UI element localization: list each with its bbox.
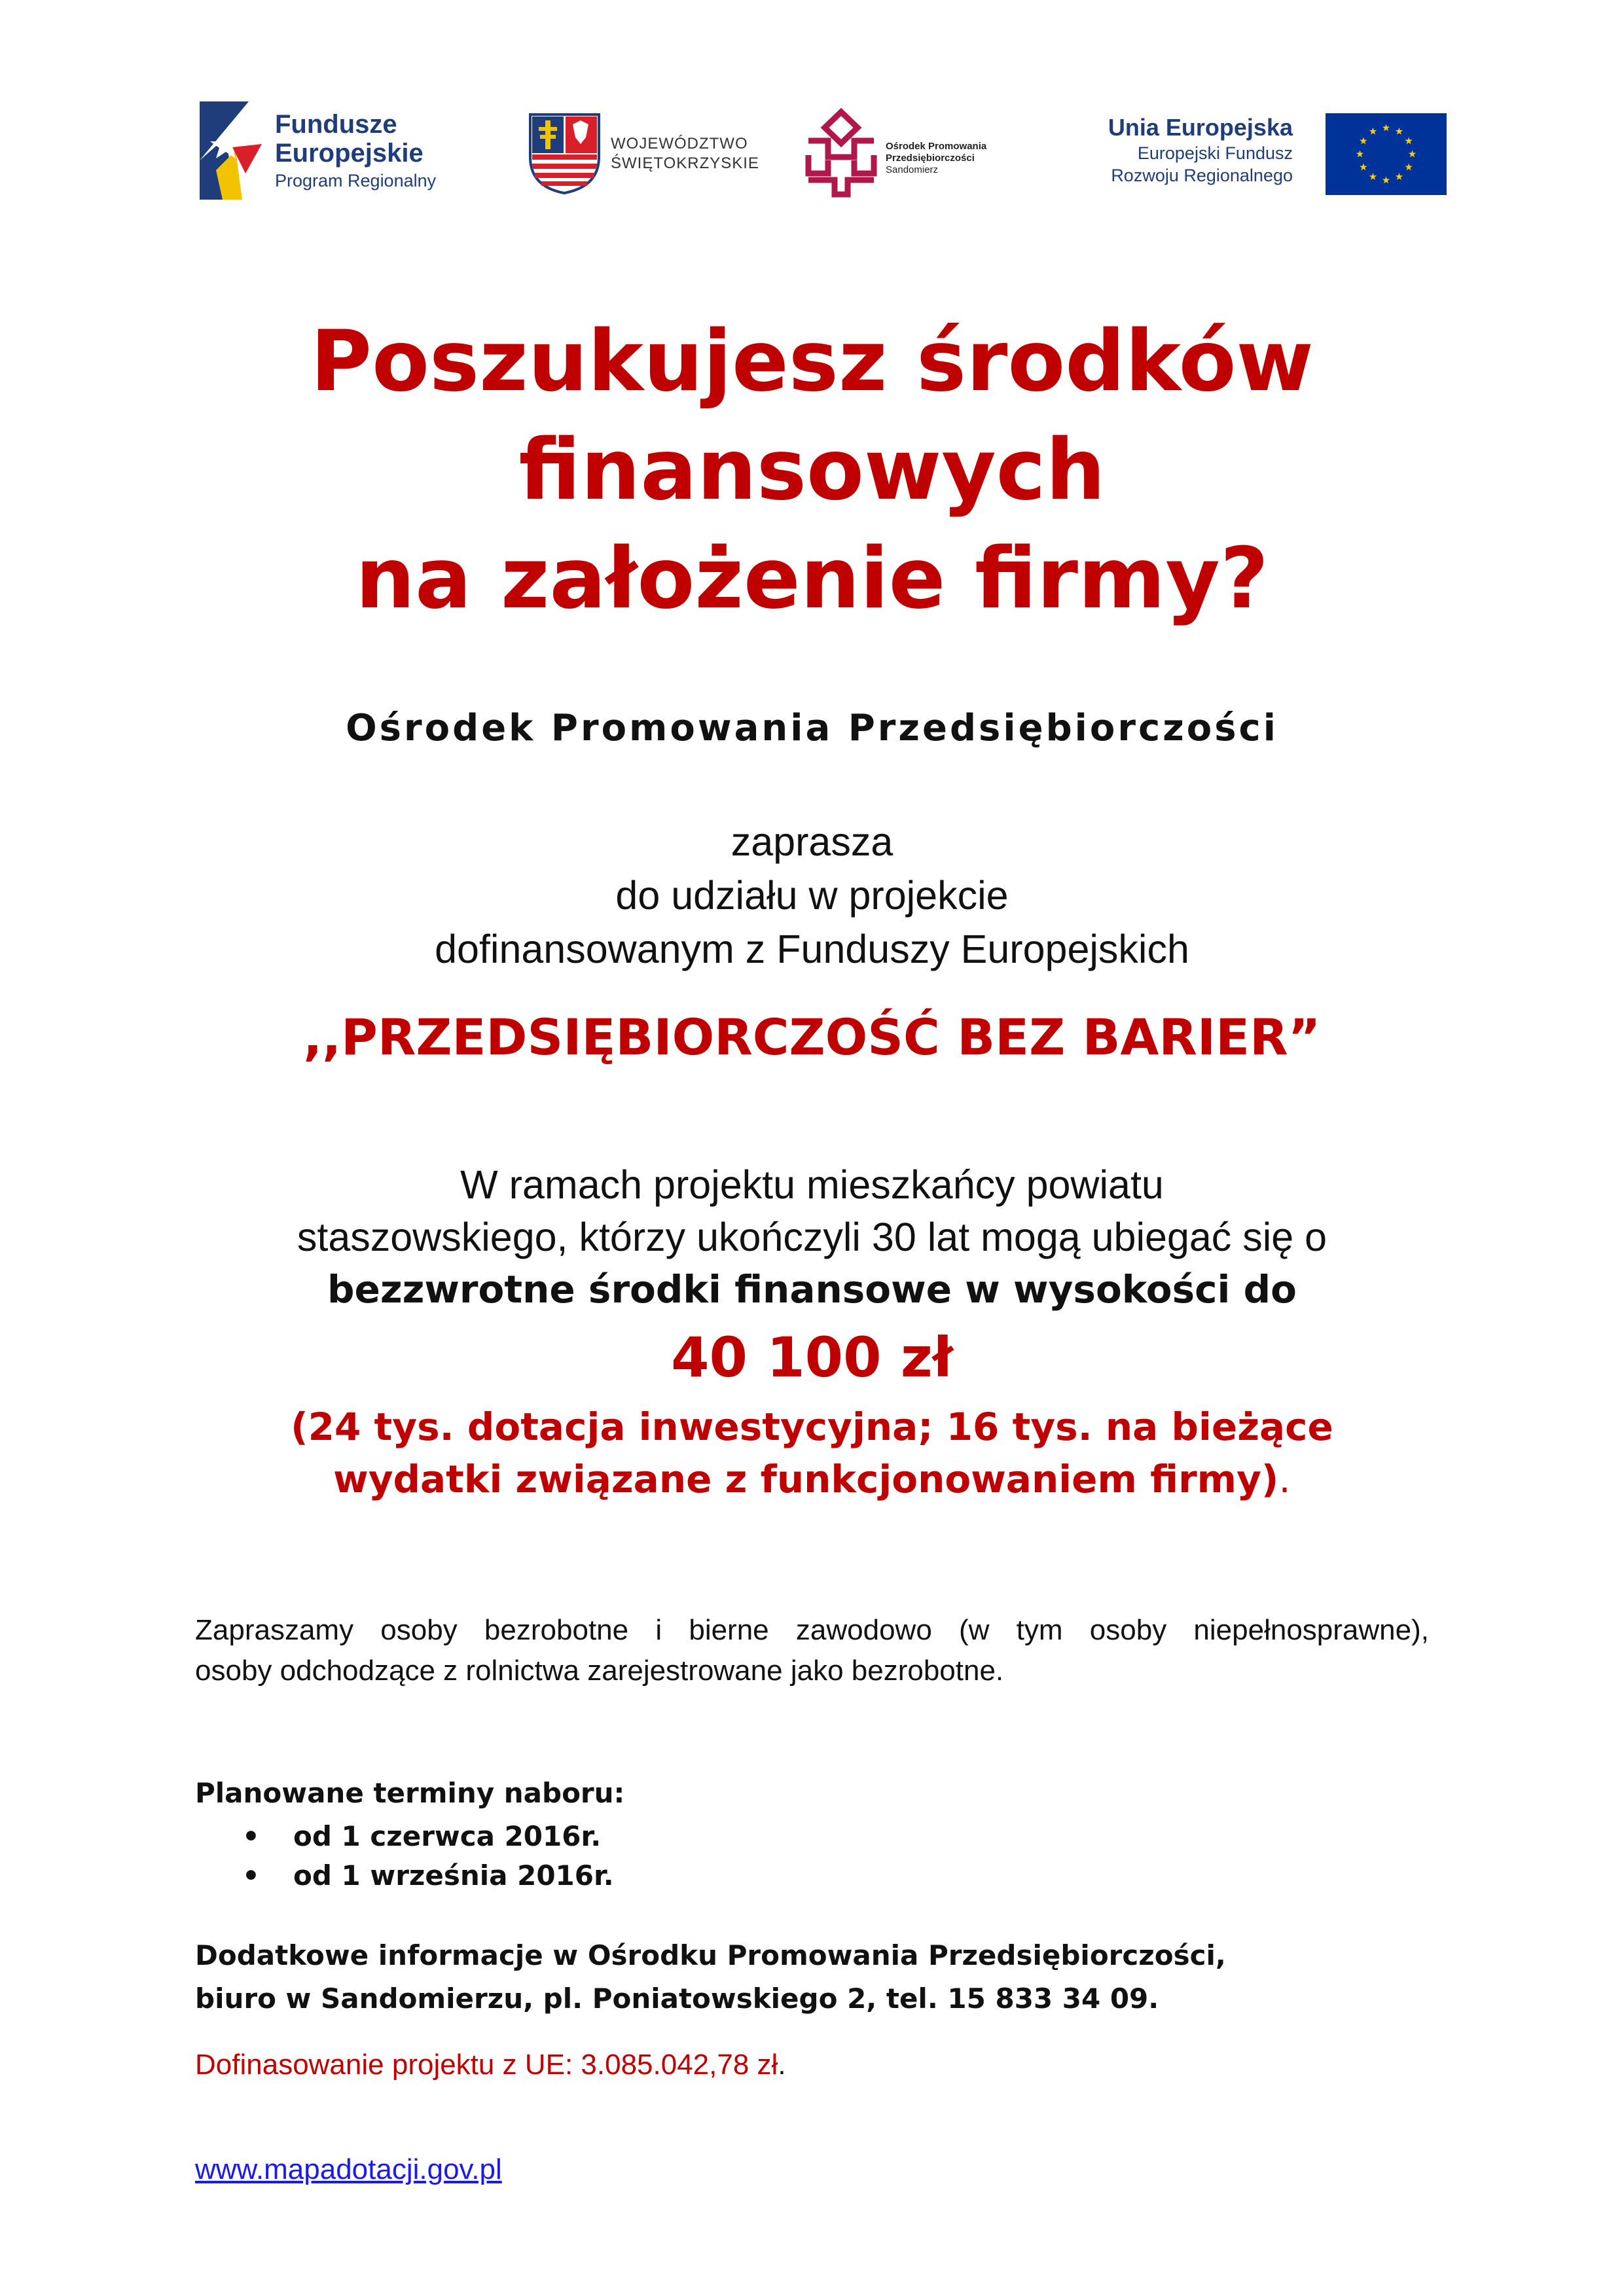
- headline-line2: finansowych: [518, 422, 1106, 519]
- osrodek-promowania-logo: [802, 108, 1064, 200]
- recruitment-dates-list: [242, 1817, 614, 1895]
- list-item: • od 1 czerwca 2016r.: [242, 1817, 614, 1856]
- funding-period: .: [778, 2049, 786, 2081]
- contact-line1: Dodatkowe informacje w Ośrodku Promowania Przedsiębiorczości,: [195, 1939, 1226, 1971]
- headline-line3: na założenie firmy?: [355, 530, 1269, 628]
- fundusze-europejskie-emblem-icon: [196, 98, 268, 203]
- description-line1: W ramach projektu mieszkańcy powiatu: [460, 1162, 1164, 1207]
- breakdown-line2: wydatki związane z funkcjonowaniem firmy): [333, 1457, 1279, 1501]
- list-item: • od 1 września 2016r.: [242, 1856, 614, 1895]
- invitation-line2: do udziału w projekcie: [615, 873, 1009, 918]
- target-group-text: [195, 1610, 1429, 1691]
- unia-logo-line2: Europejski Fundusz: [1137, 143, 1293, 163]
- osrodek-logo-line2: Przedsiębiorczości: [886, 152, 975, 164]
- coat-of-arms-icon: [527, 111, 602, 196]
- breakdown-line1: (24 tys. dotacja inwestycyjna; 16 tys. na bieżące: [291, 1405, 1333, 1449]
- project-name: ,,PRZEDSIĘBIORCZOŚĆ BEZ BARIER”: [303, 1008, 1321, 1066]
- contact-line2: biuro w Sandomierzu, pl. Poniatowskiego 2, tel. 15 833 34 09.: [195, 1982, 1159, 2015]
- fundusze-logo-line2: Europejskie: [275, 139, 424, 168]
- project-description: [131, 1158, 1493, 1316]
- website-link[interactable]: www.mapadotacji.gov.pl: [195, 2153, 502, 2185]
- unia-europejska-logo: [1074, 108, 1447, 200]
- description-line3: bezzwrotne środki finansowe w wysokości do: [327, 1267, 1297, 1312]
- grant-breakdown: [131, 1401, 1493, 1505]
- wojewodztwo-line1: WOJEWÓDZTWO: [611, 135, 748, 152]
- wojewodztwo-swietokrzyskie-logo: [527, 111, 776, 196]
- eu-flag-icon: [1326, 113, 1447, 195]
- osrodek-emblem-icon: [802, 108, 880, 200]
- description-line2: staszowskiego, którzy ukończyli 30 lat mogą ubiegać się o: [297, 1215, 1327, 1259]
- breakdown-period: .: [1278, 1457, 1291, 1501]
- target-group-line1: Zapraszamy osoby bezrobotne i bierne zawodowo (w tym osoby niepełnosprawne),: [195, 1614, 1429, 1646]
- wojewodztwo-line2: ŚWIĘTOKRZYSKIE: [611, 154, 759, 172]
- recruitment-title: Planowane terminy naboru:: [195, 1777, 625, 1809]
- fundusze-logo-line1: Fundusze: [275, 110, 397, 139]
- osrodek-logo-line3: Sandomierz: [886, 164, 939, 175]
- unia-logo-line1: Unia Europejska: [1108, 114, 1293, 141]
- invitation-text: [131, 815, 1493, 976]
- contact-info: [195, 1934, 1226, 2020]
- invitation-line1: zaprasza: [731, 819, 893, 864]
- headline-line1: Poszukujesz środków: [310, 313, 1314, 410]
- grant-amount: 40 100 zł: [671, 1325, 953, 1390]
- organization-name: Ośrodek Promowania Przedsiębiorczości: [346, 707, 1278, 749]
- unia-logo-line3: Rozwoju Regionalnego: [1111, 166, 1293, 185]
- page-title: [131, 308, 1493, 634]
- fundusze-logo-line3: Program Regionalny: [275, 171, 437, 190]
- funding-info: [195, 2049, 786, 2081]
- invitation-line3: dofinansowanym z Funduszy Europejskich: [435, 927, 1189, 971]
- osrodek-logo-line1: Ośrodek Promowania: [886, 141, 987, 152]
- fundusze-europejskie-logo: [196, 98, 458, 203]
- target-group-line2: osoby odchodzące z rolnictwa zarejestrowane jako bezrobotne.: [195, 1655, 1004, 1687]
- funding-text: Dofinasowanie projektu z UE: 3.085.042,78 zł: [195, 2049, 778, 2081]
